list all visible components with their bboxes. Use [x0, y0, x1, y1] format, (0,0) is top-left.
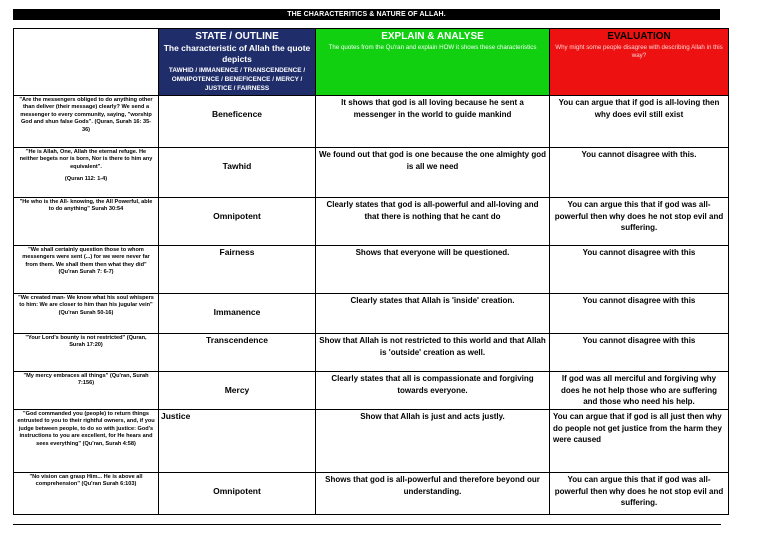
explanation-cell: Clearly states that god is all-powerful and all-loving and that there is nothing that he cant do: [316, 198, 550, 246]
quote-text: "He is Allah, One, Allah the eternal refuge. He neither begets nor is born, Nor is there to him any equivalent".: [19, 149, 153, 170]
state-list: TAWHID / IMMANENCE / TRANSCENDENCE / OMNIPOTENCE / BENEFICENCE / MERCY / JUSTICE / FAIRNESS: [168, 67, 306, 92]
table-row: [14, 372, 729, 410]
header-row: [14, 29, 729, 96]
quote-cell: "Are the messengers obliged to do anything other than deliver (their message) clearly? We send a messenger to every community, saying, "worship God and shun false Gods". (Quran, Surah 16: 35-36): [14, 96, 159, 148]
quote-cell: "We created man- We know what his soul whispers to him: We are closer to him than his jugular vein" (Qu'ran Surah 50-16): [14, 294, 159, 334]
evaluation-cell: You cannot disagree with this: [550, 294, 729, 334]
characteristic-cell: Beneficence: [159, 96, 316, 148]
header-blank-cell: [14, 29, 159, 96]
characteristic-cell: Justice: [159, 410, 316, 473]
explanation-cell: Show that Allah is just and acts justly.: [316, 410, 550, 473]
table-row: [14, 246, 729, 294]
quote-cell: "We shall certainly question those to whom messengers were sent (...) for we were never far from them. We shall them then what they did" (Qu'ran Surah 7: 6-7): [14, 246, 159, 294]
characteristic-cell: Mercy: [159, 372, 316, 410]
quote-cell: "Your Lord's bounty is not restricted" (Quran, Surah 17:20): [14, 334, 159, 372]
evaluation-cell: You can argue that if god is all-loving then why does evil still exist: [550, 96, 729, 148]
characteristics-table: [13, 28, 729, 515]
characteristic-cell: Fairness: [159, 246, 316, 294]
quote-reference: (Quran 112: 1-4): [64, 176, 108, 183]
explanation-cell: Clearly states that all is compassionate and forgiving towards everyone.: [316, 372, 550, 410]
footer-divider: [13, 524, 721, 525]
table-row: [14, 334, 729, 372]
explanation-cell: Shows that god is all-powerful and therefore beyond our understanding.: [316, 473, 550, 515]
header-state-outline: [159, 29, 316, 96]
explanation-cell: Shows that everyone will be questioned.: [316, 246, 550, 294]
table-row: [14, 148, 729, 198]
table-row: [14, 198, 729, 246]
explain-title: EXPLAIN & ANALYSE: [381, 31, 484, 42]
characteristic-cell: Immanence: [159, 294, 316, 334]
characteristic-cell: Omnipotent: [159, 198, 316, 246]
characteristic-cell: Omnipotent: [159, 473, 316, 515]
explain-subtitle: The quotes from the Qu'ran and explain HOW it shows these characteristics: [328, 44, 537, 51]
quote-cell: "God commanded you (people) to return things entrusted to you to their rightful owners, and, if you judge between people, to do so with justice: God's instructions to you are excellent, for He hears and sees everything" (Qu'ran, Surah 4:58): [14, 410, 159, 473]
explanation-cell: It shows that god is all loving because he sent a messenger in the world to guide mankind: [316, 96, 550, 148]
evaluation-cell: You can argue this that if god was all-powerful then why does he not stop evil and suffering.: [550, 473, 729, 515]
characteristic-cell: Transcendence: [159, 334, 316, 372]
evaluation-cell: You cannot disagree with this: [550, 334, 729, 372]
explanation-cell: Show that Allah is not restricted to this world and that Allah is 'outside' creation as well.: [316, 334, 550, 372]
evaluation-cell: You cannot disagree with this.: [550, 148, 729, 198]
header-explain-analyse: [316, 29, 550, 96]
eval-subtitle: Why might some people disagree with describing Allah in this way?: [555, 44, 723, 59]
state-subtitle: The characteristic of Allah the quote depicts: [163, 43, 311, 64]
characteristic-cell: Tawhid: [159, 148, 316, 198]
explanation-cell: Clearly states that Allah is 'inside' creation.: [316, 294, 550, 334]
eval-title: EVALUATION: [607, 31, 671, 42]
quote-cell: "No vision can grasp Him... He is above all comprehension" (Qu'ran Surah 6:103): [14, 473, 159, 515]
quote-cell: "He who is the All- knowing, the All Powerful, able to do anything" Surah 30:54: [14, 198, 159, 246]
table-row: [14, 96, 729, 148]
evaluation-cell: You cannot disagree with this: [550, 246, 729, 294]
table-row: [14, 294, 729, 334]
evaluation-cell: You can argue this that if god was all-powerful then why does he not stop evil and suffering.: [550, 198, 729, 246]
evaluation-cell: You can argue that if god is all just then why do people not get justice from the harm they were caused: [550, 410, 729, 473]
table-row: [14, 473, 729, 515]
quote-cell: "My mercy embraces all things" (Qu'ran, Surah 7:156): [14, 372, 159, 410]
quote-cell: [14, 148, 159, 198]
header-evaluation: [550, 29, 729, 96]
explanation-cell: We found out that god is one because the one almighty god is all we need: [316, 148, 550, 198]
document-title: THE CHARACTERITICS & NATURE OF ALLAH.: [13, 9, 720, 20]
state-title: STATE / OUTLINE: [195, 31, 279, 42]
evaluation-cell: If god was all merciful and forgiving why does he not help those who are suffering and those who need his help.: [550, 372, 729, 410]
table-row: [14, 410, 729, 473]
